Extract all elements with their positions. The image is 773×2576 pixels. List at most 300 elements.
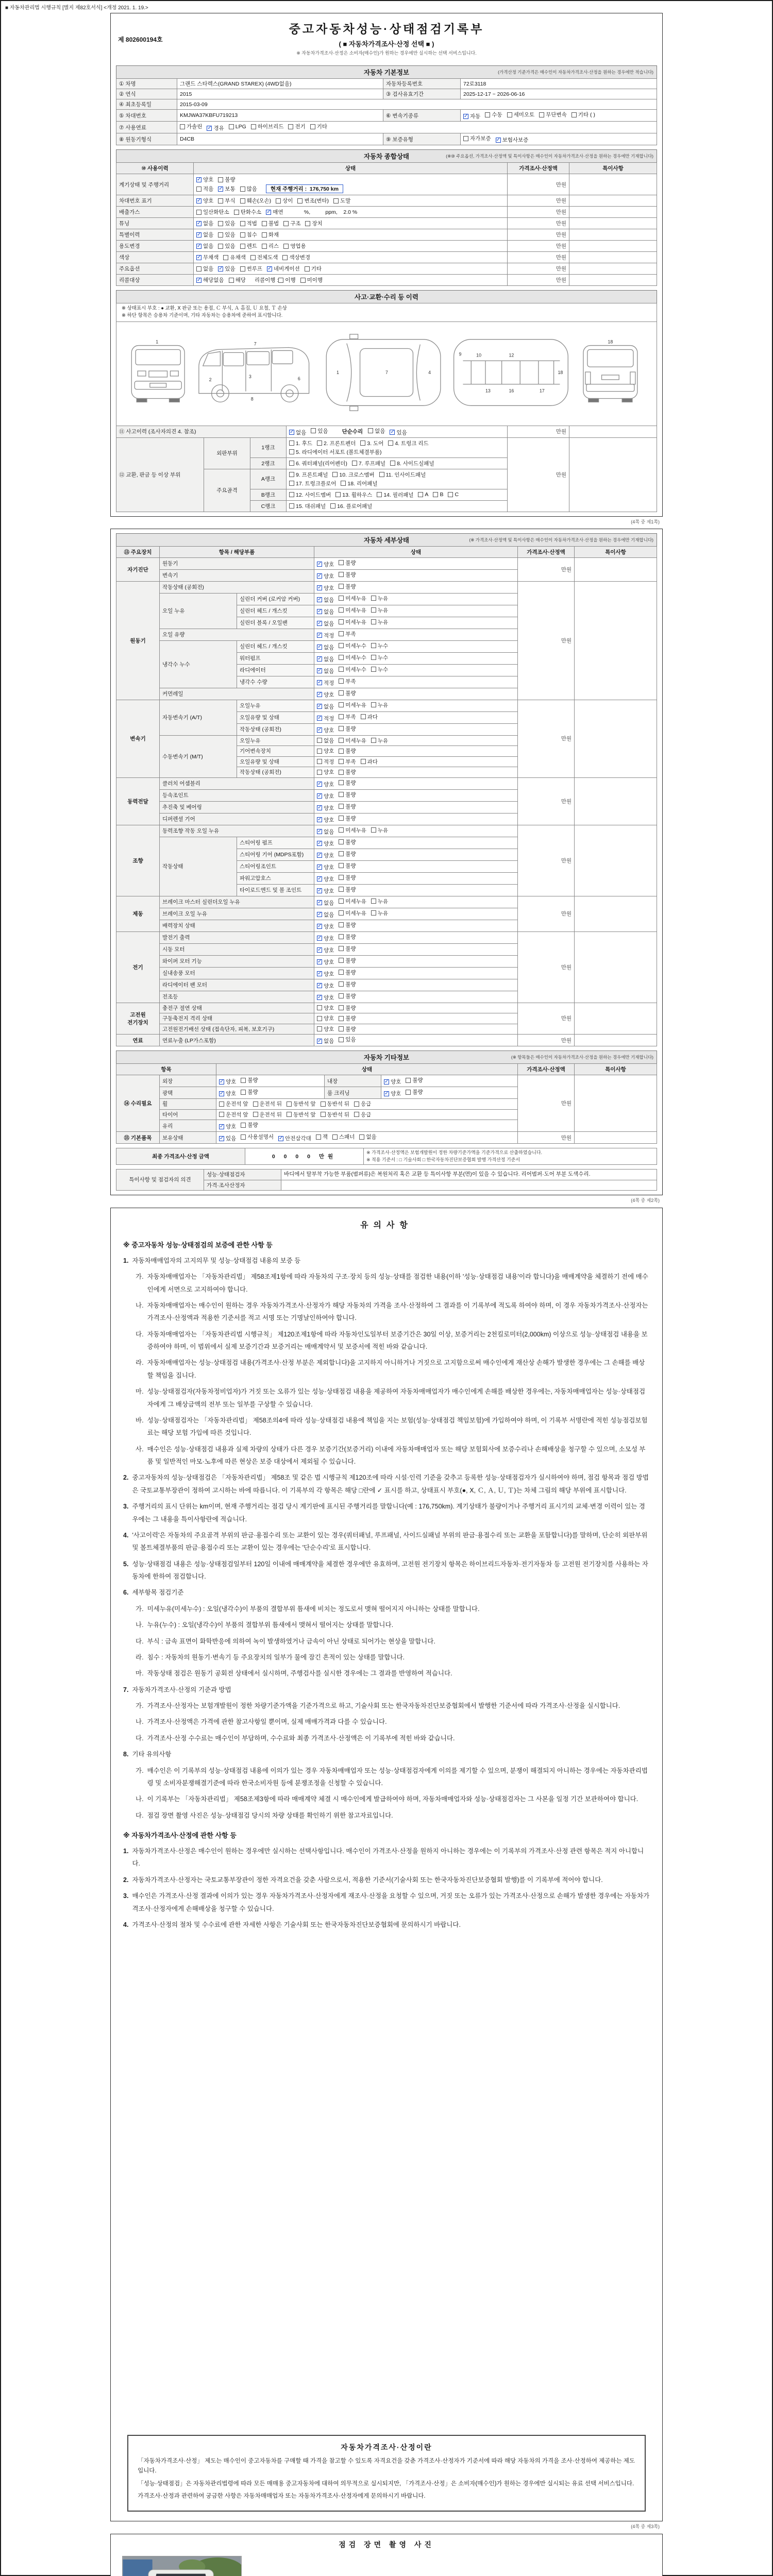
checkbox-unchecked[interactable] bbox=[371, 618, 388, 626]
notice-item-number: 다. bbox=[136, 1811, 144, 1819]
checkbox-unchecked[interactable] bbox=[282, 253, 310, 261]
checkbox-label: 없음 bbox=[203, 266, 214, 272]
checkbox-box-icon bbox=[240, 221, 245, 226]
checkbox-box-icon bbox=[234, 210, 239, 215]
state-checks bbox=[314, 931, 518, 943]
notice-item-text: 가격조사·산정의 절차 및 수수료에 관한 자세한 사항은 기술사회 또는 한국자동차진단보증협회에 문의하시기 바랍니다. bbox=[132, 1921, 461, 1928]
checkbox-checked[interactable] bbox=[317, 840, 334, 848]
checkbox-checked[interactable] bbox=[266, 208, 283, 216]
checkbox-checked[interactable] bbox=[196, 197, 213, 205]
checkbox-checked[interactable] bbox=[196, 253, 219, 261]
checkbox-unchecked[interactable] bbox=[339, 747, 356, 755]
checkbox-unchecked[interactable] bbox=[339, 826, 366, 834]
checkbox-unchecked[interactable] bbox=[371, 701, 388, 709]
checkbox-unchecked[interactable] bbox=[339, 1025, 356, 1033]
checkbox-unchecked[interactable] bbox=[339, 725, 356, 733]
checkbox-unchecked[interactable] bbox=[289, 502, 326, 510]
checkbox-unchecked[interactable] bbox=[390, 460, 434, 467]
checkbox-unchecked[interactable] bbox=[289, 460, 347, 467]
checkbox-unchecked[interactable] bbox=[332, 1133, 355, 1141]
checkbox-unchecked[interactable] bbox=[332, 471, 374, 479]
checkbox-unchecked[interactable] bbox=[278, 276, 295, 284]
checkbox-unchecked[interactable] bbox=[388, 439, 428, 447]
checkbox-unchecked[interactable] bbox=[371, 737, 388, 744]
notice-item-number: 다. bbox=[136, 1637, 144, 1645]
checkbox-unchecked[interactable] bbox=[339, 701, 366, 709]
col-device: ⑬ 주요장치 bbox=[116, 546, 160, 557]
state-note: %, ppm, 2.0 % bbox=[292, 209, 358, 215]
checkbox-checked[interactable] bbox=[317, 691, 334, 699]
state-checks bbox=[314, 896, 518, 908]
checkbox-unchecked[interactable] bbox=[339, 689, 356, 697]
other-item-state bbox=[381, 1087, 518, 1099]
van-front bbox=[143, 2569, 219, 2576]
checkbox-unchecked[interactable] bbox=[262, 242, 279, 250]
checkbox-checked[interactable] bbox=[317, 667, 334, 675]
checkbox-unchecked[interactable] bbox=[339, 595, 366, 602]
checkbox-unchecked[interactable] bbox=[321, 1111, 350, 1118]
checkbox-label: 17. 트렁크플로어 bbox=[296, 480, 337, 487]
device-label: 연료 bbox=[116, 1035, 160, 1046]
checkbox-unchecked[interactable] bbox=[305, 265, 322, 273]
table-header-row bbox=[116, 163, 657, 174]
checkbox-unchecked[interactable] bbox=[241, 1133, 274, 1141]
price-amount-cell: 만원 bbox=[518, 1075, 575, 1132]
checkbox-unchecked[interactable] bbox=[317, 1004, 334, 1012]
checkbox-checked[interactable] bbox=[317, 970, 334, 978]
checkbox-checked[interactable] bbox=[219, 1123, 236, 1130]
checkbox-checked[interactable] bbox=[317, 643, 334, 651]
checkbox-box-icon: ✓ bbox=[317, 573, 322, 579]
detail-row bbox=[116, 777, 657, 789]
checkbox-unchecked[interactable] bbox=[360, 439, 383, 447]
checkbox-label: 누수 bbox=[377, 642, 389, 649]
checkbox-unchecked[interactable] bbox=[276, 197, 293, 205]
checkbox-checked[interactable] bbox=[317, 982, 334, 990]
checkbox-checked[interactable] bbox=[207, 124, 224, 132]
checkbox-unchecked[interactable] bbox=[368, 427, 385, 435]
checkbox-checked[interactable] bbox=[496, 136, 529, 144]
checkbox-checked[interactable] bbox=[317, 715, 334, 722]
reg-no-label: 자동차등록번호 bbox=[383, 79, 461, 89]
checkbox-unchecked[interactable] bbox=[339, 1036, 356, 1043]
checkbox-unchecked[interactable] bbox=[339, 630, 356, 638]
checkbox-checked[interactable] bbox=[317, 632, 334, 639]
checkbox-checked[interactable] bbox=[317, 958, 334, 966]
checkbox-checked[interactable] bbox=[196, 176, 213, 183]
checkbox-checked[interactable] bbox=[317, 946, 334, 954]
checkbox-unchecked[interactable] bbox=[316, 1133, 328, 1141]
checkbox-checked[interactable] bbox=[196, 219, 213, 227]
checkbox-unchecked[interactable] bbox=[341, 480, 377, 487]
checkbox-checked[interactable] bbox=[317, 935, 334, 942]
checkbox-unchecked[interactable] bbox=[339, 850, 356, 858]
checkbox-unchecked[interactable] bbox=[180, 123, 202, 130]
checkbox-unchecked[interactable] bbox=[218, 242, 235, 250]
notice-item bbox=[123, 1732, 650, 1744]
year-label: ② 연식 bbox=[116, 89, 177, 99]
checkbox-checked[interactable] bbox=[218, 265, 235, 273]
checkbox-box-icon: ✓ bbox=[197, 197, 201, 204]
checkbox-unchecked[interactable] bbox=[262, 231, 279, 239]
checkbox-unchecked[interactable] bbox=[305, 219, 322, 227]
checkbox-unchecked[interactable] bbox=[310, 123, 327, 130]
state-checks bbox=[314, 849, 518, 860]
checkbox-unchecked[interactable] bbox=[339, 980, 356, 988]
checkbox-unchecked[interactable] bbox=[218, 219, 235, 227]
checkbox-unchecked[interactable] bbox=[335, 491, 372, 499]
checkbox-checked[interactable] bbox=[317, 875, 334, 883]
engine-label: ⑧ 원동기형식 bbox=[116, 133, 177, 145]
panel-line bbox=[289, 439, 505, 448]
checkbox-unchecked[interactable] bbox=[240, 231, 257, 239]
checkbox-unchecked[interactable] bbox=[339, 945, 356, 953]
checkbox-checked[interactable] bbox=[317, 608, 334, 616]
checkbox-checked[interactable] bbox=[196, 242, 213, 250]
state-checks bbox=[314, 967, 518, 979]
checkbox-unchecked[interactable] bbox=[240, 197, 272, 205]
notice-item bbox=[123, 1385, 650, 1411]
checkbox-unchecked[interactable] bbox=[241, 1076, 258, 1084]
checkbox-box-icon bbox=[289, 472, 294, 477]
checkbox-unchecked[interactable] bbox=[339, 897, 366, 905]
checkbox-unchecked[interactable] bbox=[262, 219, 279, 227]
checkbox-unchecked[interactable] bbox=[433, 492, 443, 498]
checkbox-unchecked[interactable] bbox=[288, 123, 305, 130]
checkbox-unchecked[interactable] bbox=[371, 666, 388, 673]
checkbox-unchecked[interactable] bbox=[289, 480, 336, 487]
checkbox-unchecked[interactable] bbox=[219, 1100, 248, 1108]
checkbox-label: 누유 bbox=[377, 827, 389, 834]
checkbox-checked[interactable] bbox=[317, 863, 334, 871]
checkbox-unchecked[interactable] bbox=[485, 111, 502, 118]
checkbox-unchecked[interactable] bbox=[371, 826, 388, 834]
checkbox-box-icon bbox=[288, 124, 293, 129]
checkbox-unchecked[interactable] bbox=[339, 957, 356, 964]
checkbox-label: 있음 bbox=[225, 243, 236, 249]
checkbox-checked[interactable] bbox=[463, 112, 480, 120]
checkbox-unchecked[interactable] bbox=[241, 1088, 258, 1096]
checkbox-unchecked[interactable] bbox=[219, 1111, 248, 1118]
checkbox-unchecked[interactable] bbox=[317, 768, 334, 776]
diagram-left-side-view bbox=[199, 341, 309, 402]
checkbox-checked[interactable] bbox=[390, 429, 407, 436]
checkbox-checked[interactable] bbox=[317, 703, 334, 710]
checkbox-unchecked[interactable] bbox=[317, 737, 334, 744]
checkbox-unchecked[interactable] bbox=[539, 111, 567, 118]
checkbox-label: 없음 bbox=[324, 737, 334, 744]
remark-cell bbox=[575, 1035, 657, 1046]
checkbox-checked[interactable] bbox=[219, 1090, 236, 1097]
checkbox-unchecked[interactable] bbox=[240, 242, 257, 250]
checkbox-unchecked[interactable] bbox=[283, 242, 306, 250]
checkbox-unchecked[interactable] bbox=[371, 606, 388, 614]
checkbox-label: 응급 bbox=[361, 1101, 372, 1107]
checkbox-unchecked[interactable] bbox=[287, 1100, 316, 1108]
state-checks bbox=[314, 569, 518, 581]
checkbox-unchecked[interactable] bbox=[229, 276, 246, 284]
checkbox-unchecked[interactable] bbox=[317, 439, 356, 447]
checkbox-unchecked[interactable] bbox=[371, 642, 388, 650]
opinion-row bbox=[116, 1170, 657, 1180]
checkbox-box-icon bbox=[463, 136, 468, 141]
checkbox-unchecked[interactable] bbox=[317, 1014, 334, 1022]
checkbox-unchecked[interactable] bbox=[300, 276, 323, 284]
checkbox-box-icon bbox=[339, 631, 344, 636]
checkbox-box-icon: ✓ bbox=[317, 923, 322, 929]
notices-box bbox=[110, 1208, 663, 2521]
checkbox-unchecked[interactable] bbox=[339, 583, 356, 590]
checkbox-checked[interactable] bbox=[384, 1078, 401, 1086]
checkbox-unchecked[interactable] bbox=[289, 471, 328, 479]
notice-section-header: ※ 중고자동차 성능·상태점검의 보증에 관한 사항 등 bbox=[123, 1241, 273, 1249]
checkbox-checked[interactable] bbox=[317, 1037, 334, 1045]
checkbox-checked[interactable] bbox=[196, 231, 213, 239]
checkbox-unchecked[interactable] bbox=[371, 654, 388, 662]
checkbox-label: 미세누유 bbox=[345, 898, 366, 905]
checkbox-unchecked[interactable] bbox=[339, 886, 356, 893]
notice-item-text: 자동차매매업자는 성능·상태점검 내용(가격조사·산정 부분은 제외합니다)을 고지하지 아니하거나 거짓으로 고지함으로써 매수인에게 재산상 손해가 발생한 경우에는 그 손해를 배상할 책임을 집니다. bbox=[147, 1359, 645, 1379]
checkbox-checked[interactable] bbox=[317, 620, 334, 628]
usage-item-label: 주요옵션 bbox=[116, 263, 194, 275]
checkbox-unchecked[interactable] bbox=[354, 1100, 371, 1108]
checkbox-checked[interactable] bbox=[219, 1078, 236, 1086]
checkbox-unchecked[interactable] bbox=[253, 1100, 282, 1108]
checkbox-unchecked[interactable] bbox=[418, 492, 428, 498]
checkbox-unchecked[interactable] bbox=[321, 1100, 350, 1108]
checkbox-checked[interactable] bbox=[317, 655, 334, 663]
checkbox-label: B bbox=[440, 492, 444, 498]
part-label: 냉각수 수량 bbox=[237, 676, 314, 688]
checkbox-checked[interactable] bbox=[196, 276, 224, 284]
checkbox-unchecked[interactable] bbox=[240, 185, 257, 193]
other-item-state bbox=[216, 1120, 518, 1132]
checkbox-box-icon: ✓ bbox=[317, 864, 322, 870]
checkbox-unchecked[interactable] bbox=[289, 439, 312, 447]
checkbox-checked[interactable] bbox=[317, 911, 334, 919]
checkbox-checked[interactable] bbox=[317, 816, 334, 824]
checkbox-unchecked[interactable] bbox=[240, 265, 262, 273]
checkbox-unchecked[interactable] bbox=[339, 737, 366, 744]
checkbox-unchecked[interactable] bbox=[339, 618, 366, 626]
checkbox-checked[interactable] bbox=[317, 561, 334, 568]
checkbox-checked[interactable] bbox=[317, 679, 334, 687]
checkbox-unchecked[interactable] bbox=[339, 713, 356, 721]
checkbox-unchecked[interactable] bbox=[339, 666, 366, 673]
checkbox-checked[interactable] bbox=[289, 429, 306, 436]
state-checks bbox=[314, 1024, 518, 1035]
notice-item-number: 라. bbox=[136, 1653, 144, 1661]
checkbox-unchecked[interactable] bbox=[196, 185, 213, 193]
checkbox-checked[interactable] bbox=[317, 899, 334, 907]
checkbox-checked[interactable] bbox=[317, 828, 334, 836]
checkbox-unchecked[interactable] bbox=[572, 111, 595, 118]
checkbox-checked[interactable] bbox=[317, 994, 334, 1002]
checkbox-unchecked[interactable] bbox=[352, 460, 385, 467]
notice-item bbox=[123, 1748, 650, 1760]
checkbox-unchecked[interactable] bbox=[339, 571, 356, 579]
checkbox-unchecked[interactable] bbox=[339, 874, 356, 882]
basic-items-sub-label: 보유상태 bbox=[160, 1132, 216, 1144]
checkbox-checked[interactable] bbox=[317, 596, 334, 604]
checkbox-unchecked[interactable] bbox=[339, 1004, 356, 1012]
notice-item-number: 6. bbox=[123, 1589, 129, 1597]
checkbox-unchecked[interactable] bbox=[218, 231, 235, 239]
checkbox-label: 누유 bbox=[377, 619, 389, 625]
checkbox-unchecked[interactable] bbox=[339, 933, 356, 941]
checkbox-unchecked[interactable] bbox=[287, 1111, 316, 1118]
checkbox-unchecked[interactable] bbox=[339, 815, 356, 822]
other-item-label: 외장 bbox=[160, 1075, 216, 1087]
checkbox-checked[interactable] bbox=[317, 923, 334, 930]
checkbox-label: 양호 bbox=[391, 1079, 401, 1085]
checkbox-unchecked[interactable] bbox=[339, 791, 356, 799]
checkbox-unchecked[interactable] bbox=[317, 1025, 334, 1033]
checkbox-checked[interactable] bbox=[317, 852, 334, 859]
checkbox-unchecked[interactable] bbox=[339, 969, 356, 976]
notice-item-text: 주행거리의 표시 단위는 km이며, 현재 주행거리는 점검 당시 계기판에 표시된 주행거리를 말합니다(예 : 176,750km). 계기상태가 불량이거나 주행거리 표시기의 교체·변경 이력이 있는 경우에는 그 내용을 특이사항란에 적습니다. bbox=[132, 1503, 645, 1523]
part-label: 실린더 커버 (로커암 커버) bbox=[237, 593, 314, 605]
checkbox-unchecked[interactable] bbox=[406, 1076, 423, 1084]
checkbox-unchecked[interactable] bbox=[234, 208, 262, 216]
checkbox-unchecked[interactable] bbox=[251, 123, 284, 130]
checkbox-unchecked[interactable] bbox=[359, 1133, 376, 1141]
checkbox-unchecked[interactable] bbox=[339, 758, 356, 766]
checkbox-label: 적정 bbox=[324, 715, 334, 722]
price-amount-cell: 만원 bbox=[508, 174, 569, 195]
checkbox-unchecked[interactable] bbox=[354, 1111, 371, 1118]
checkbox-unchecked[interactable] bbox=[377, 491, 413, 499]
checkbox-box-icon bbox=[371, 827, 376, 833]
checkbox-label: 적정 bbox=[324, 632, 334, 639]
checkbox-box-icon: ✓ bbox=[317, 632, 322, 638]
checkbox-unchecked[interactable] bbox=[253, 1111, 282, 1118]
checkbox-unchecked[interactable] bbox=[317, 747, 334, 755]
checkbox-unchecked[interactable] bbox=[339, 559, 356, 567]
checkbox-box-icon bbox=[339, 804, 344, 809]
checkbox-checked[interactable] bbox=[317, 726, 334, 734]
checkbox-unchecked[interactable] bbox=[229, 124, 246, 130]
checkbox-unchecked[interactable] bbox=[339, 779, 356, 787]
checkbox-unchecked[interactable] bbox=[218, 197, 235, 205]
checkbox-box-icon bbox=[339, 572, 344, 577]
checkbox-checked[interactable] bbox=[317, 887, 334, 895]
checkbox-checked[interactable] bbox=[384, 1090, 401, 1097]
checkbox-unchecked[interactable] bbox=[406, 1088, 423, 1096]
checkbox-label: 해당없음 bbox=[203, 277, 224, 283]
checkbox-unchecked[interactable] bbox=[379, 471, 426, 479]
checkbox-checked[interactable] bbox=[317, 792, 334, 800]
checkbox-unchecked[interactable] bbox=[339, 654, 366, 662]
device-label: 자기진단 bbox=[116, 557, 160, 581]
checkbox-unchecked[interactable] bbox=[339, 803, 356, 810]
checkbox-label: 양호 bbox=[324, 935, 334, 942]
notice-item-text: '사고이력'은 자동차의 주요골격 부위의 판금·용접수리 또는 교환이 있는 경우(쿼터패널, 루프패널, 사이드실패널 부위의 판금·용접수리 또는 교환을 포함합니다)를 말하며, 단순히 외판부위 및 볼트체결부품의 판금·용접수리 또는 교환이 있는 경우에는 '단순수리'로 표시합니다. bbox=[132, 1531, 648, 1552]
checkbox-unchecked[interactable] bbox=[223, 253, 245, 261]
checkbox-label: 리스 bbox=[268, 243, 279, 249]
checkbox-box-icon bbox=[317, 749, 322, 754]
checkbox-checked[interactable] bbox=[267, 265, 300, 273]
checkbox-box-icon: ✓ bbox=[317, 727, 322, 733]
checkbox-unchecked[interactable] bbox=[371, 897, 388, 905]
checkbox-unchecked[interactable] bbox=[218, 176, 235, 183]
checkbox-unchecked[interactable] bbox=[339, 909, 366, 917]
checkbox-unchecked[interactable] bbox=[289, 448, 382, 456]
checkbox-unchecked[interactable] bbox=[339, 838, 356, 846]
checkbox-label: 보험사보증 bbox=[502, 137, 529, 143]
checkbox-unchecked[interactable] bbox=[448, 492, 459, 498]
checkbox-unchecked[interactable] bbox=[311, 427, 328, 435]
checkbox-checked[interactable] bbox=[278, 1134, 311, 1142]
panel-category: 외판부위 bbox=[204, 437, 250, 469]
checkbox-checked[interactable] bbox=[317, 584, 334, 592]
checkbox-unchecked[interactable] bbox=[333, 197, 350, 205]
checkbox-unchecked[interactable] bbox=[463, 134, 491, 142]
checkbox-unchecked[interactable] bbox=[339, 642, 366, 650]
checkbox-unchecked[interactable] bbox=[196, 265, 213, 273]
checkbox-box-icon bbox=[339, 816, 344, 821]
checkbox-box-icon bbox=[196, 187, 201, 192]
checkbox-unchecked[interactable] bbox=[339, 677, 356, 685]
checkbox-unchecked[interactable] bbox=[241, 1121, 258, 1129]
checkbox-unchecked[interactable] bbox=[339, 921, 356, 929]
panel-rank: C랭크 bbox=[250, 500, 287, 512]
checkbox-label: 수동 bbox=[492, 112, 502, 118]
other-item-label: 광택 bbox=[160, 1087, 216, 1099]
checkbox-checked[interactable] bbox=[317, 572, 334, 580]
engine-value: D4CB bbox=[177, 133, 383, 145]
usage-row bbox=[116, 252, 657, 263]
notice-item-number: 가. bbox=[136, 1702, 144, 1709]
section-basic-note: (가격산정 기준가격은 매수인이 자동차가격조사·산정을 원하는 경우에만 적습니다) bbox=[498, 70, 653, 75]
checkbox-unchecked[interactable] bbox=[371, 909, 388, 917]
checkbox-label: 불량 bbox=[345, 803, 356, 810]
state-checks bbox=[314, 991, 518, 1003]
checkbox-unchecked[interactable] bbox=[339, 862, 356, 870]
checkbox-checked[interactable] bbox=[219, 1134, 236, 1142]
checkbox-unchecked[interactable] bbox=[196, 208, 229, 216]
checkbox-unchecked[interactable] bbox=[339, 606, 366, 614]
checkbox-label: 전기 bbox=[295, 124, 306, 130]
checkbox-unchecked[interactable] bbox=[240, 219, 257, 227]
remark-cell bbox=[569, 229, 657, 241]
panel-items bbox=[287, 489, 508, 500]
checkbox-unchecked[interactable] bbox=[317, 758, 334, 766]
checkbox-label: 불량 bbox=[345, 779, 356, 786]
checkbox-box-icon bbox=[361, 714, 366, 719]
checkbox-box-icon: ✓ bbox=[197, 254, 201, 260]
checkbox-unchecked[interactable] bbox=[283, 219, 300, 227]
checkbox-unchecked[interactable] bbox=[289, 491, 331, 499]
checkbox-checked[interactable] bbox=[317, 781, 334, 788]
checkbox-unchecked[interactable] bbox=[339, 768, 356, 776]
checkbox-unchecked[interactable] bbox=[339, 992, 356, 1000]
checkbox-unchecked[interactable] bbox=[297, 197, 329, 205]
checkbox-checked[interactable] bbox=[218, 185, 235, 193]
checkbox-box-icon: ✓ bbox=[317, 691, 322, 697]
checkbox-checked[interactable] bbox=[317, 804, 334, 812]
checkbox-unchecked[interactable] bbox=[250, 253, 278, 261]
col-usage: ⑩ 사용이력 bbox=[116, 163, 194, 174]
checkbox-unchecked[interactable] bbox=[361, 713, 378, 721]
checkbox-unchecked[interactable] bbox=[339, 1014, 356, 1022]
checkbox-unchecked[interactable] bbox=[361, 758, 378, 766]
checkbox-unchecked[interactable] bbox=[371, 595, 388, 602]
diagram-top-view bbox=[326, 334, 441, 410]
checkbox-unchecked[interactable] bbox=[507, 111, 535, 118]
checkbox-label: 침수 bbox=[246, 232, 257, 238]
checkbox-unchecked[interactable] bbox=[330, 502, 372, 510]
